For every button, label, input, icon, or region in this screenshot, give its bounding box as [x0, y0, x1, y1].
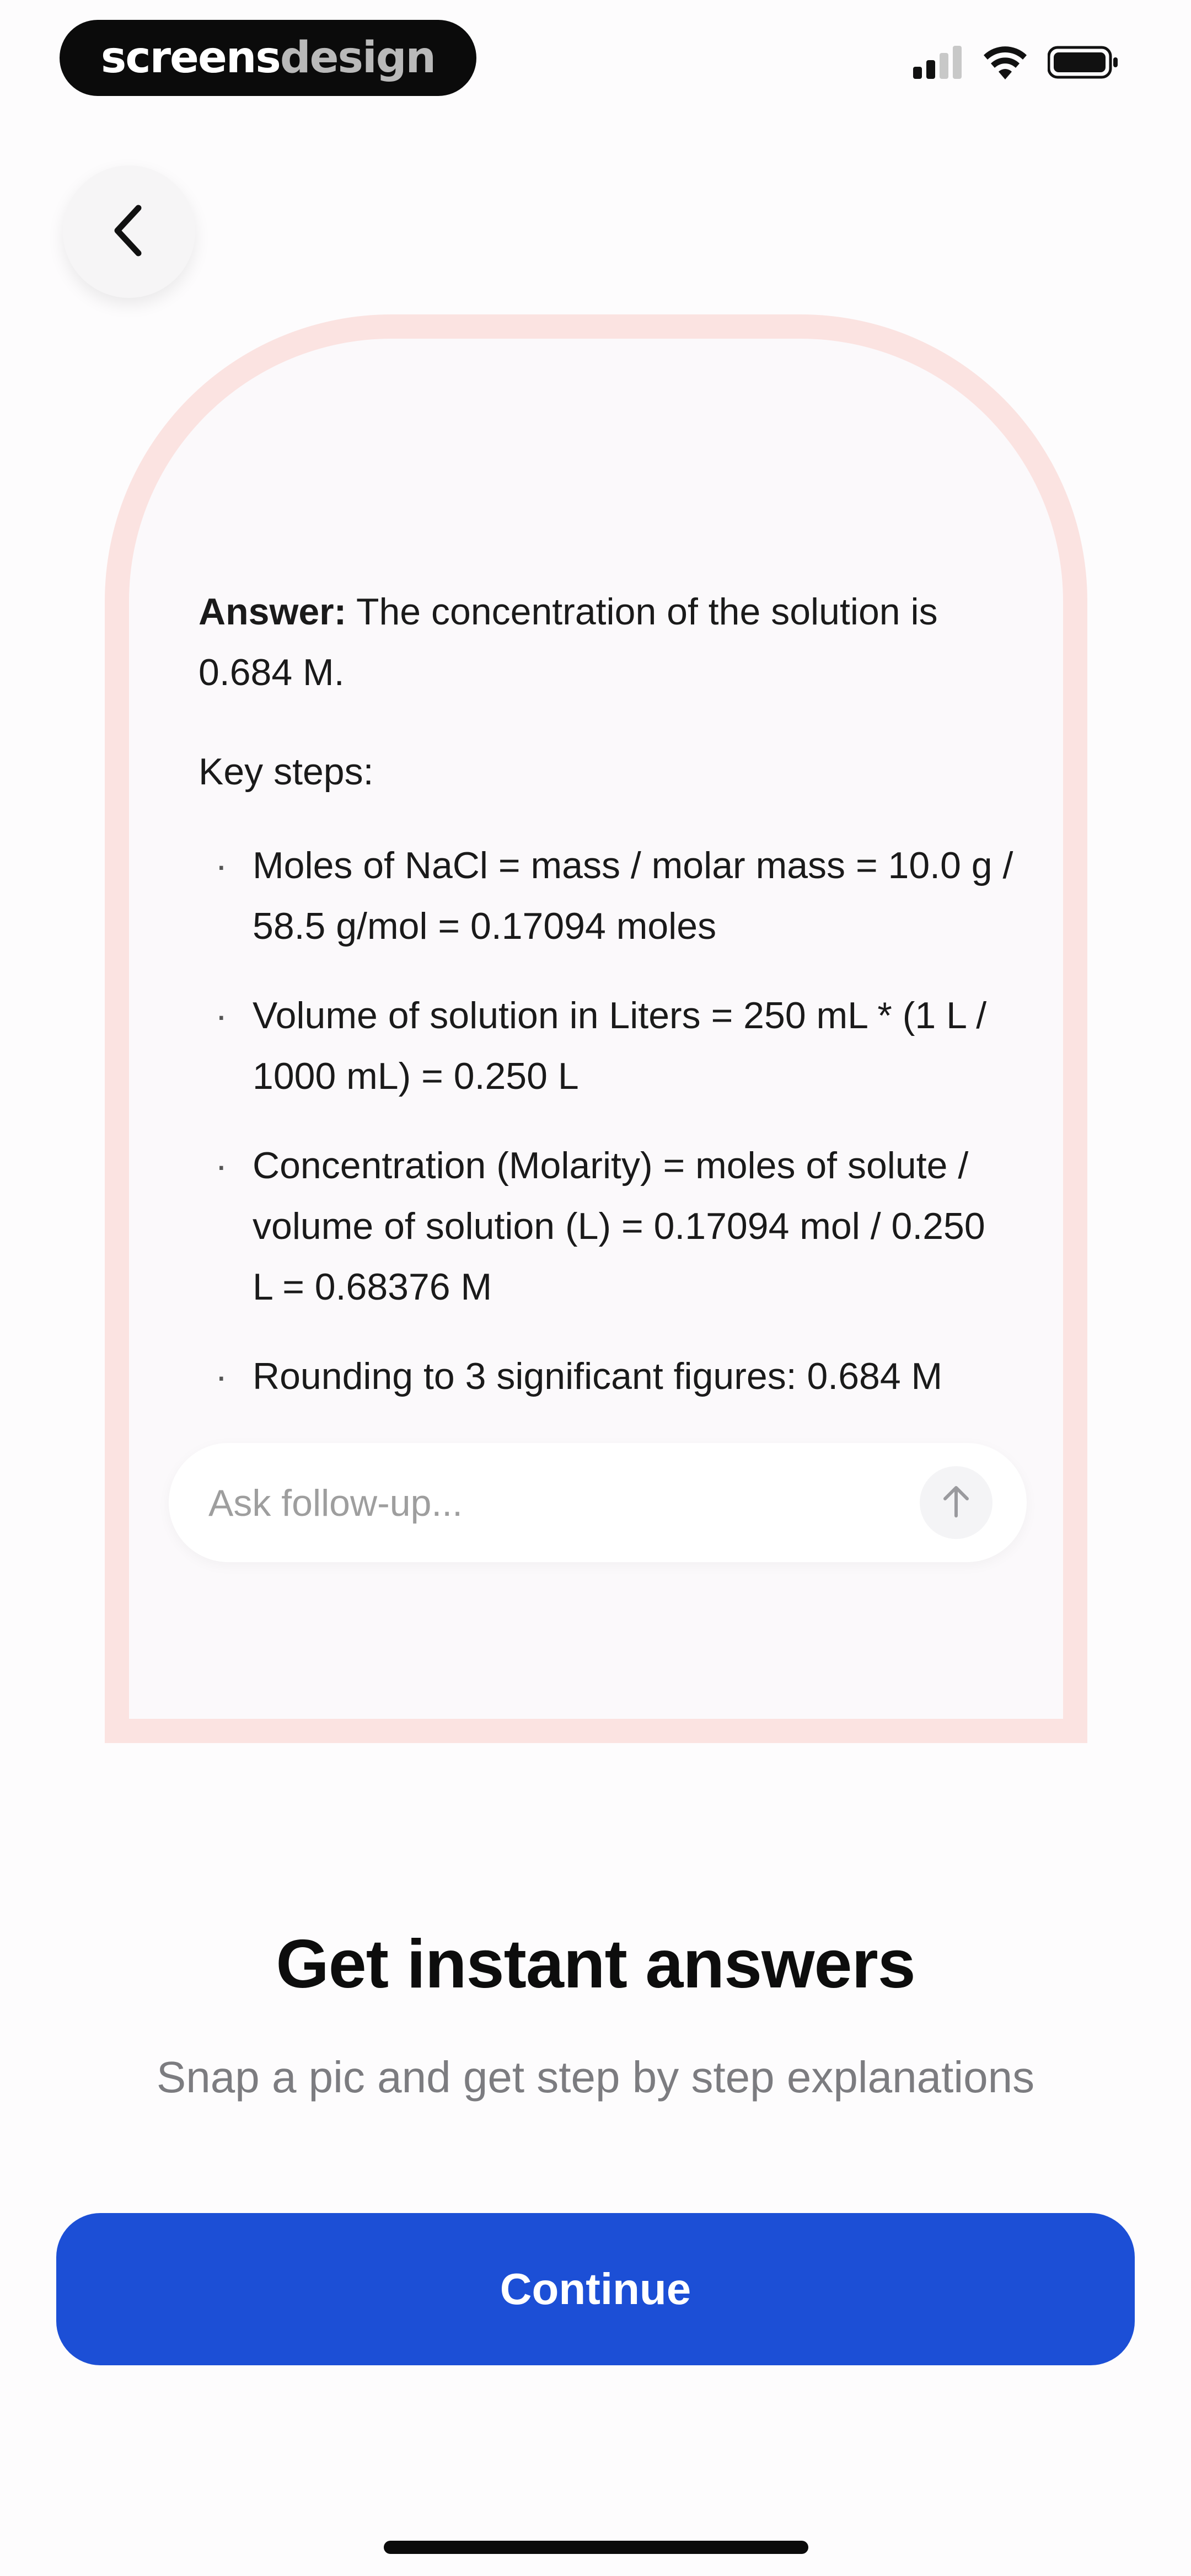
answer-value-text: The concentration of the solution is 0.684 M. — [198, 591, 938, 693]
step-text: Volume of solution in Liters = 250 mL * (1 L / 1000 mL) = 0.250 L — [253, 995, 987, 1097]
list-item — [198, 1346, 1015, 1407]
brand-logo-part2: design — [280, 33, 436, 83]
send-button[interactable] — [920, 1466, 993, 1539]
followup-bar — [169, 1443, 1027, 1562]
home-indicator[interactable] — [384, 2541, 808, 2554]
list-item — [198, 985, 1015, 1107]
bullet-icon: · — [215, 1355, 228, 1397]
battery-icon — [1048, 45, 1119, 82]
answer-summary — [198, 581, 1015, 703]
step-text: Concentration (Molarity) = moles of solute / volume of solution (L) = 0.17094 mol / 0.250 L = 0.68376 M — [253, 1145, 985, 1308]
followup-input[interactable] — [207, 1443, 899, 1563]
brand-logo-part1: screens — [100, 33, 280, 83]
step-text: Moles of NaCl = mass / molar mass = 10.0 g / 58.5 g/mol = 0.17094 moles — [253, 845, 1013, 947]
answer-label: Answer: — [198, 591, 347, 633]
page-title: Get instant answers — [276, 1926, 915, 2002]
answer-preview-frame — [105, 314, 1087, 1743]
arrow-up-icon — [940, 1484, 973, 1522]
wifi-icon — [983, 45, 1028, 82]
list-item — [198, 835, 1015, 956]
brand-logo — [60, 20, 476, 96]
status-icons — [913, 45, 1119, 82]
bullet-icon: · — [215, 1145, 228, 1187]
key-steps-heading: Key steps: — [198, 751, 374, 793]
continue-button[interactable]: Continue — [56, 2213, 1135, 2365]
status-bar — [0, 0, 1191, 121]
bullet-icon: · — [215, 995, 228, 1036]
steps-list — [198, 835, 1015, 1435]
bullet-icon: · — [215, 845, 228, 886]
chevron-left-icon — [110, 200, 148, 264]
back-button[interactable] — [63, 165, 195, 298]
cellular-signal-icon — [913, 46, 963, 82]
list-item — [198, 1135, 1015, 1317]
page-subtitle: Snap a pic and get step by step explanations — [156, 2053, 1035, 2102]
answer-card — [129, 339, 1063, 1719]
step-text: Rounding to 3 significant figures: 0.684 M — [253, 1355, 943, 1397]
